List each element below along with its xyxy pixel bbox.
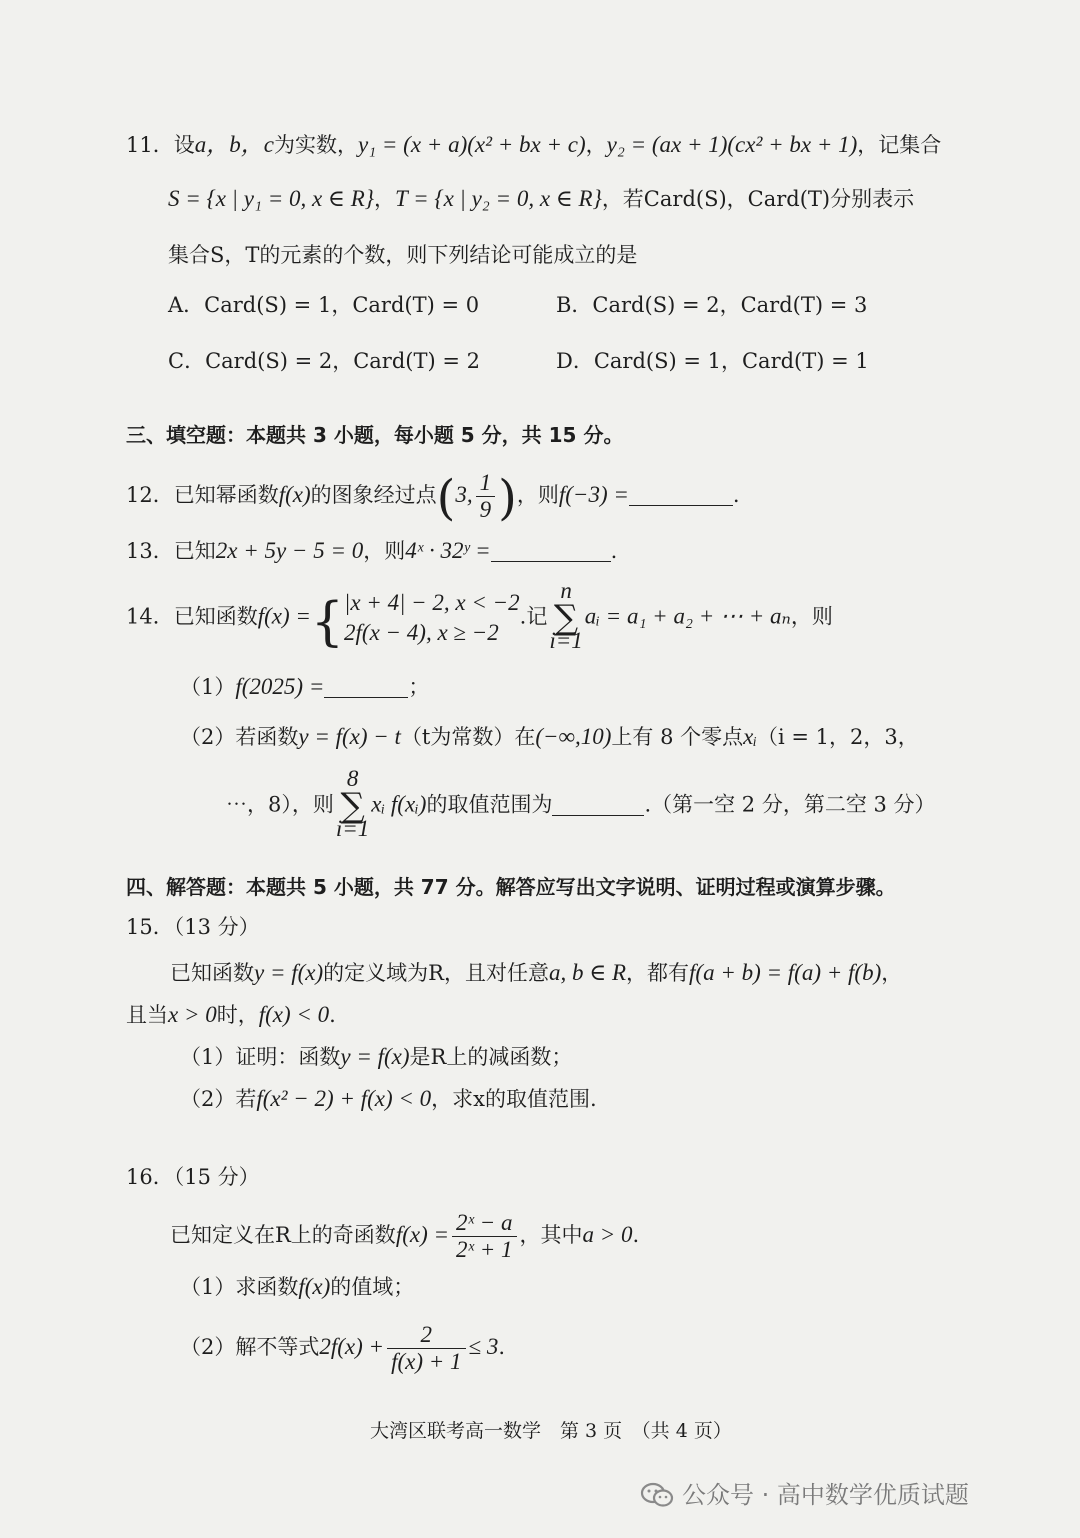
q16-title: 16．（15 分） — [126, 1165, 260, 1189]
q11-option-c: C．Card(S) = 2，Card(T) = 2 — [168, 349, 480, 373]
section-3-heading: 三、填空题：本题共 3 小题，每小题 5 分，共 15 分。 — [126, 423, 624, 447]
q14-piecewise: |x + 4| − 2, x < −2 2f(x − 4), x ≥ −2 — [344, 590, 520, 645]
q14-line1: 14．已知函数f(x) ={ |x + 4| − 2, x < −2 2f(x − 4), x ≥ −2 .记n ∑ i=1aᵢ = a₁ + a₂ + ⋯ + aₙ，则 — [126, 578, 833, 653]
watermark — [640, 1478, 969, 1512]
q16-part1: （1）求函数f(x)的值域； — [180, 1274, 415, 1299]
q11-option-b: B．Card(S) = 2，Card(T) = 3 — [556, 293, 868, 317]
section-4-heading: 四、解答题：本题共 5 小题，共 77 分。解答应写出文字说明、证明过程或演算步骤。 — [126, 875, 896, 899]
q14-part2-line2: ⋯，8），则8 ∑ i=1xᵢ f(xᵢ)的取值范围为 .（第一空 2 分，第二空 3 分） — [226, 766, 936, 841]
q14-part2-sum-symbol: 8 ∑ i=1 — [335, 766, 370, 841]
q15-line1: 已知函数y = f(x)的定义域为R，且对任意a, b ∈ R，都有f(a + b) = f(a) + f(b)， — [170, 960, 903, 985]
watermark-text: 公众号 · 高中数学优质试题 — [682, 1481, 969, 1509]
q16-part2-fraction: $\frac{2}{f(x) + 1}$ — [387, 1322, 465, 1375]
q14-part1-blank — [324, 675, 408, 698]
q11-line2: S = {x | y₁ = 0, x ∈ R}，T = {x | y₂ = 0, x ∈ R}，若Card(S)，Card(T)分别表示 — [168, 186, 915, 211]
q12-answer-blank — [629, 483, 733, 506]
q11-line1: 11．设a，b，c为实数，y₁ = (x + a)(x² + bx + c)，y₂ = (ax + 1)(cx² + bx + 1)，记集合 — [126, 132, 942, 157]
q13-line: 13．已知2x + 5y − 5 = 0，则4ˣ · 32ʸ = . — [126, 538, 618, 563]
wechat-icon — [640, 1482, 674, 1508]
q16-part2: （2）解不等式2f(x) + $\frac{2}{f(x) + 1}$ ≤ 3. — [180, 1322, 506, 1374]
q14-sum-symbol: n ∑ i=1 — [549, 578, 583, 653]
q11-option-d: D．Card(S) = 1，Card(T) = 1 — [556, 349, 869, 373]
q16-line1: 已知定义在R上的奇函数f(x) = $\frac{\text{2ˣ − a}}{\text{2ˣ + 1}}$ ，其中a > 0. — [170, 1210, 640, 1262]
q12-line: 12．已知幂函数f(x)的图象经过点(3, $\frac{1}{9}$ )，则f(−3) = . — [126, 470, 740, 526]
q16-fraction: $\frac{\text{2ˣ − a}}{\text{2ˣ + 1}}$ — [452, 1210, 517, 1263]
page-footer: 大湾区联考高一数学 第 3 页 （共 4 页） — [370, 1420, 732, 1442]
q14-part2-line1: （2）若函数y = f(x) − t（t为常数）在(−∞,10)上有 8 个零点xᵢ（i = 1，2，3， — [180, 724, 919, 749]
q14-part2-blank — [552, 793, 644, 816]
q15-line2: 且当x > 0时，f(x) < 0. — [126, 1002, 336, 1027]
q15-part2: （2）若f(x² − 2) + f(x) < 0，求x的取值范围. — [180, 1086, 597, 1111]
q12-fraction: $\frac{1}{9}$ — [476, 470, 496, 523]
q15-title: 15．（13 分） — [126, 915, 260, 939]
q11-option-a: A．Card(S) = 1，Card(T) = 0 — [168, 293, 480, 317]
q14-part1: （1）f(2025) = ； — [180, 674, 430, 699]
q15-part1: （1）证明：函数y = f(x)是R上的减函数； — [180, 1044, 573, 1069]
q11-line3: 集合S，T的元素的个数，则下列结论可能成立的是 — [168, 243, 638, 267]
q13-answer-blank — [491, 539, 611, 562]
